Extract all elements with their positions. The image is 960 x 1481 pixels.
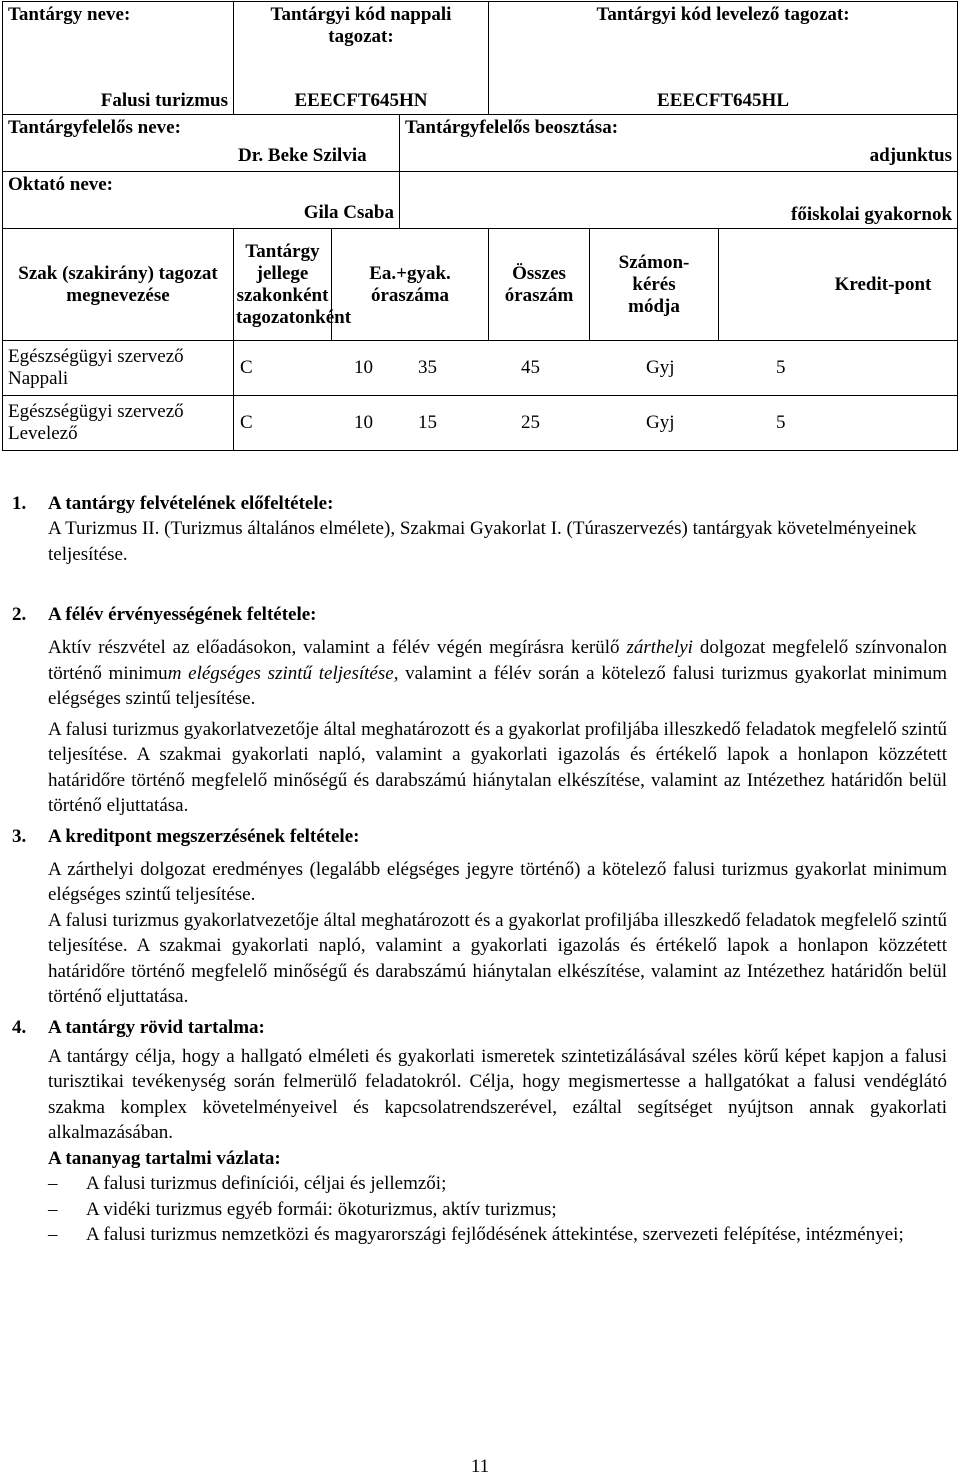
- teacher-name: Gila Csaba: [303, 202, 394, 223]
- col-header-lecture-practice: Ea.+gyak. óraszáma: [332, 229, 489, 341]
- row-corr-character: C: [240, 412, 253, 433]
- s2-p1-part-e: , valamint a félév során a kötelező falusi turizmus gyakorlat minimum elégséges szintű teljesítése.: [48, 662, 948, 709]
- section-4-title: A tantárgy rövid tartalma:: [48, 1016, 265, 1038]
- list-item-text: A vidéki turizmus egyéb formái: ökoturizmus, aktív turizmus;: [86, 1198, 557, 1220]
- responsible-cell: [3, 115, 400, 172]
- responsible-position-cell: [400, 115, 958, 172]
- section-2-title: A félév érvényességének feltétele:: [48, 604, 317, 625]
- section-2-number: 2.: [12, 604, 27, 625]
- s2-p1-part-d: m elégséges szintű teljesítése: [167, 662, 394, 684]
- responsible-name: Dr. Beke Szilvia: [238, 145, 367, 166]
- code-day-label: Tantárgyi kód nappali tagozat:: [234, 2, 489, 86]
- document-body: [12, 492, 947, 1248]
- s2-p1-part-c: dolgozat megfelelő színvonalon történő minimu: [48, 637, 947, 684]
- section-2-heading: [12, 603, 947, 627]
- section-3-number: 3.: [12, 825, 27, 847]
- data-row-corr: [234, 396, 958, 451]
- row-corr-practice: 15: [418, 412, 437, 433]
- code-corr-label: Tantárgyi kód levelező tagozat:: [489, 2, 958, 86]
- outline-list: [48, 1171, 947, 1248]
- section-3-paragraph-2: A falusi turizmus gyakorlatvezetője által meghatározott és a gyakorlat profiljába illeszkedő feladatok megfelelő szintű teljesítése. A szakmai gyakorlati napló, valamint a gyakorlati igazolás és értékelő lapok a honlapon közzétett határidőre történő megfelelő minőségű és darabszámú hiánytalan elkészítése, valamint az Intézethez határidőn belül történő eljuttatása.: [48, 909, 947, 1007]
- row-day-practice: 35: [418, 357, 437, 378]
- list-item: [48, 1197, 947, 1223]
- page-number: 11: [470, 1456, 490, 1477]
- row-day-total: 45: [521, 357, 540, 378]
- outline-title: A tananyag tartalmi vázlata:: [48, 1147, 281, 1169]
- row-corr-total: 25: [521, 412, 540, 433]
- dash-bullet: –: [48, 1173, 58, 1194]
- section-4-paragraph-1: A tantárgy célja, hogy a hallgató elméleti és gyakorlati ismeretek szintetizálásával széles körű képet kapjon a falusi turisztikai tevékenység során felmerülő feladatokról. Célja, hogy megismertesse a hallgatókat a falusi vendéglátó szakma komplex követelményeivel és kapcsolatrendszerével, ezáltal segítséget nyújtson annak gyakorlati alkalmazásában.: [48, 1045, 947, 1143]
- teacher-label: Oktató neve:: [8, 174, 114, 195]
- responsible-label: Tantárgyfelelős neve:: [8, 117, 181, 138]
- section-1-title: A tantárgy felvételének előfeltétele:: [48, 493, 334, 514]
- subject-name-label: Tantárgy neve:: [3, 2, 234, 86]
- row-corr-credit: 5: [776, 412, 786, 433]
- list-item-text: A falusi turizmus nemzetközi és magyarországi fejlődésének áttekintése, szervezeti felépítése, intézményei;: [86, 1224, 904, 1245]
- row-day-credit: 5: [776, 357, 786, 378]
- program-corr: Egészségügyi szervező Levelező: [3, 396, 234, 451]
- row-day-character: C: [240, 357, 253, 378]
- dash-bullet: –: [48, 1198, 58, 1220]
- teacher-position: főiskolai gyakornok: [400, 172, 958, 229]
- section-3-title: A kreditpont megszerzésének feltétele:: [48, 825, 360, 847]
- program-day: Egészségügyi szervező Nappali: [3, 341, 234, 396]
- data-row-day: [234, 341, 958, 396]
- col-header-character: Tantárgy jellege szakonként tagozatonként: [234, 229, 332, 341]
- col-header-total-hours: Összes óraszám: [489, 229, 590, 341]
- teacher-cell: [3, 172, 400, 229]
- col-header-assessment: Számon-kérés módja: [590, 229, 719, 341]
- section-2-paragraph-2: A falusi turizmus gyakorlatvezetője által meghatározott és a gyakorlat profiljába illeszkedő feladatok megfelelő szintű teljesítése. A szakmai gyakorlati napló, valamint a gyakorlati igazolás és értékelő lapok a honlapon közzétett határidőre történő megfelelő minőségű és darabszámú hiánytalan elkészítése, valamint az Intézethez határidőn belül történő eljuttatása.: [48, 718, 947, 816]
- section-3-paragraph-1: A zárthelyi dolgozat eredményes (legalább elégséges jegyre történő) a kötelező falusi turizmus gyakorlat minimum elégséges szintű teljesítése.: [48, 858, 947, 905]
- section-1-number: 1.: [12, 493, 27, 514]
- col-header-credit: Kredit-pont: [719, 229, 958, 341]
- responsible-position-label: Tantárgyfelelős beosztása:: [405, 117, 619, 138]
- list-item-text: A falusi turizmus definíciói, céljai és jellemzői;: [86, 1173, 447, 1194]
- code-corr-value: EEECFT645HL: [489, 86, 958, 115]
- list-item: [48, 1222, 947, 1248]
- section-3-heading: [12, 825, 947, 849]
- s2-p1-part-b: zárthelyi: [626, 637, 693, 658]
- section-2-paragraph-1: [48, 635, 947, 712]
- row-corr-assessment: Gyj: [646, 412, 675, 433]
- row-day-lecture: 10: [354, 357, 373, 378]
- section-4-number: 4.: [12, 1016, 27, 1038]
- responsible-position-value: adjunktus: [869, 145, 953, 166]
- s2-p1-part-a: Aktív részvétel az előadásokon, valamint a félév végén megírásra kerülő: [48, 637, 627, 658]
- subject-name-value: Falusi turizmus: [3, 86, 234, 115]
- code-day-value: EEECFT645HN: [234, 86, 489, 115]
- course-info-table: [2, 1, 958, 451]
- section-1-text: A Turizmus II. (Turizmus általános elmélete), Szakmai Gyakorlat I. (Túraszervezés) tantárgyak követelményeinek teljesítése.: [48, 518, 917, 565]
- row-day-assessment: Gyj: [646, 357, 675, 378]
- col-header-program: Szak (szakirány) tagozat megnevezése: [3, 229, 234, 341]
- section-1-heading: [12, 492, 947, 516]
- section-4-heading: [12, 1016, 947, 1040]
- row-corr-lecture: 10: [354, 412, 373, 433]
- dash-bullet: –: [48, 1224, 58, 1245]
- list-item: [48, 1171, 947, 1197]
